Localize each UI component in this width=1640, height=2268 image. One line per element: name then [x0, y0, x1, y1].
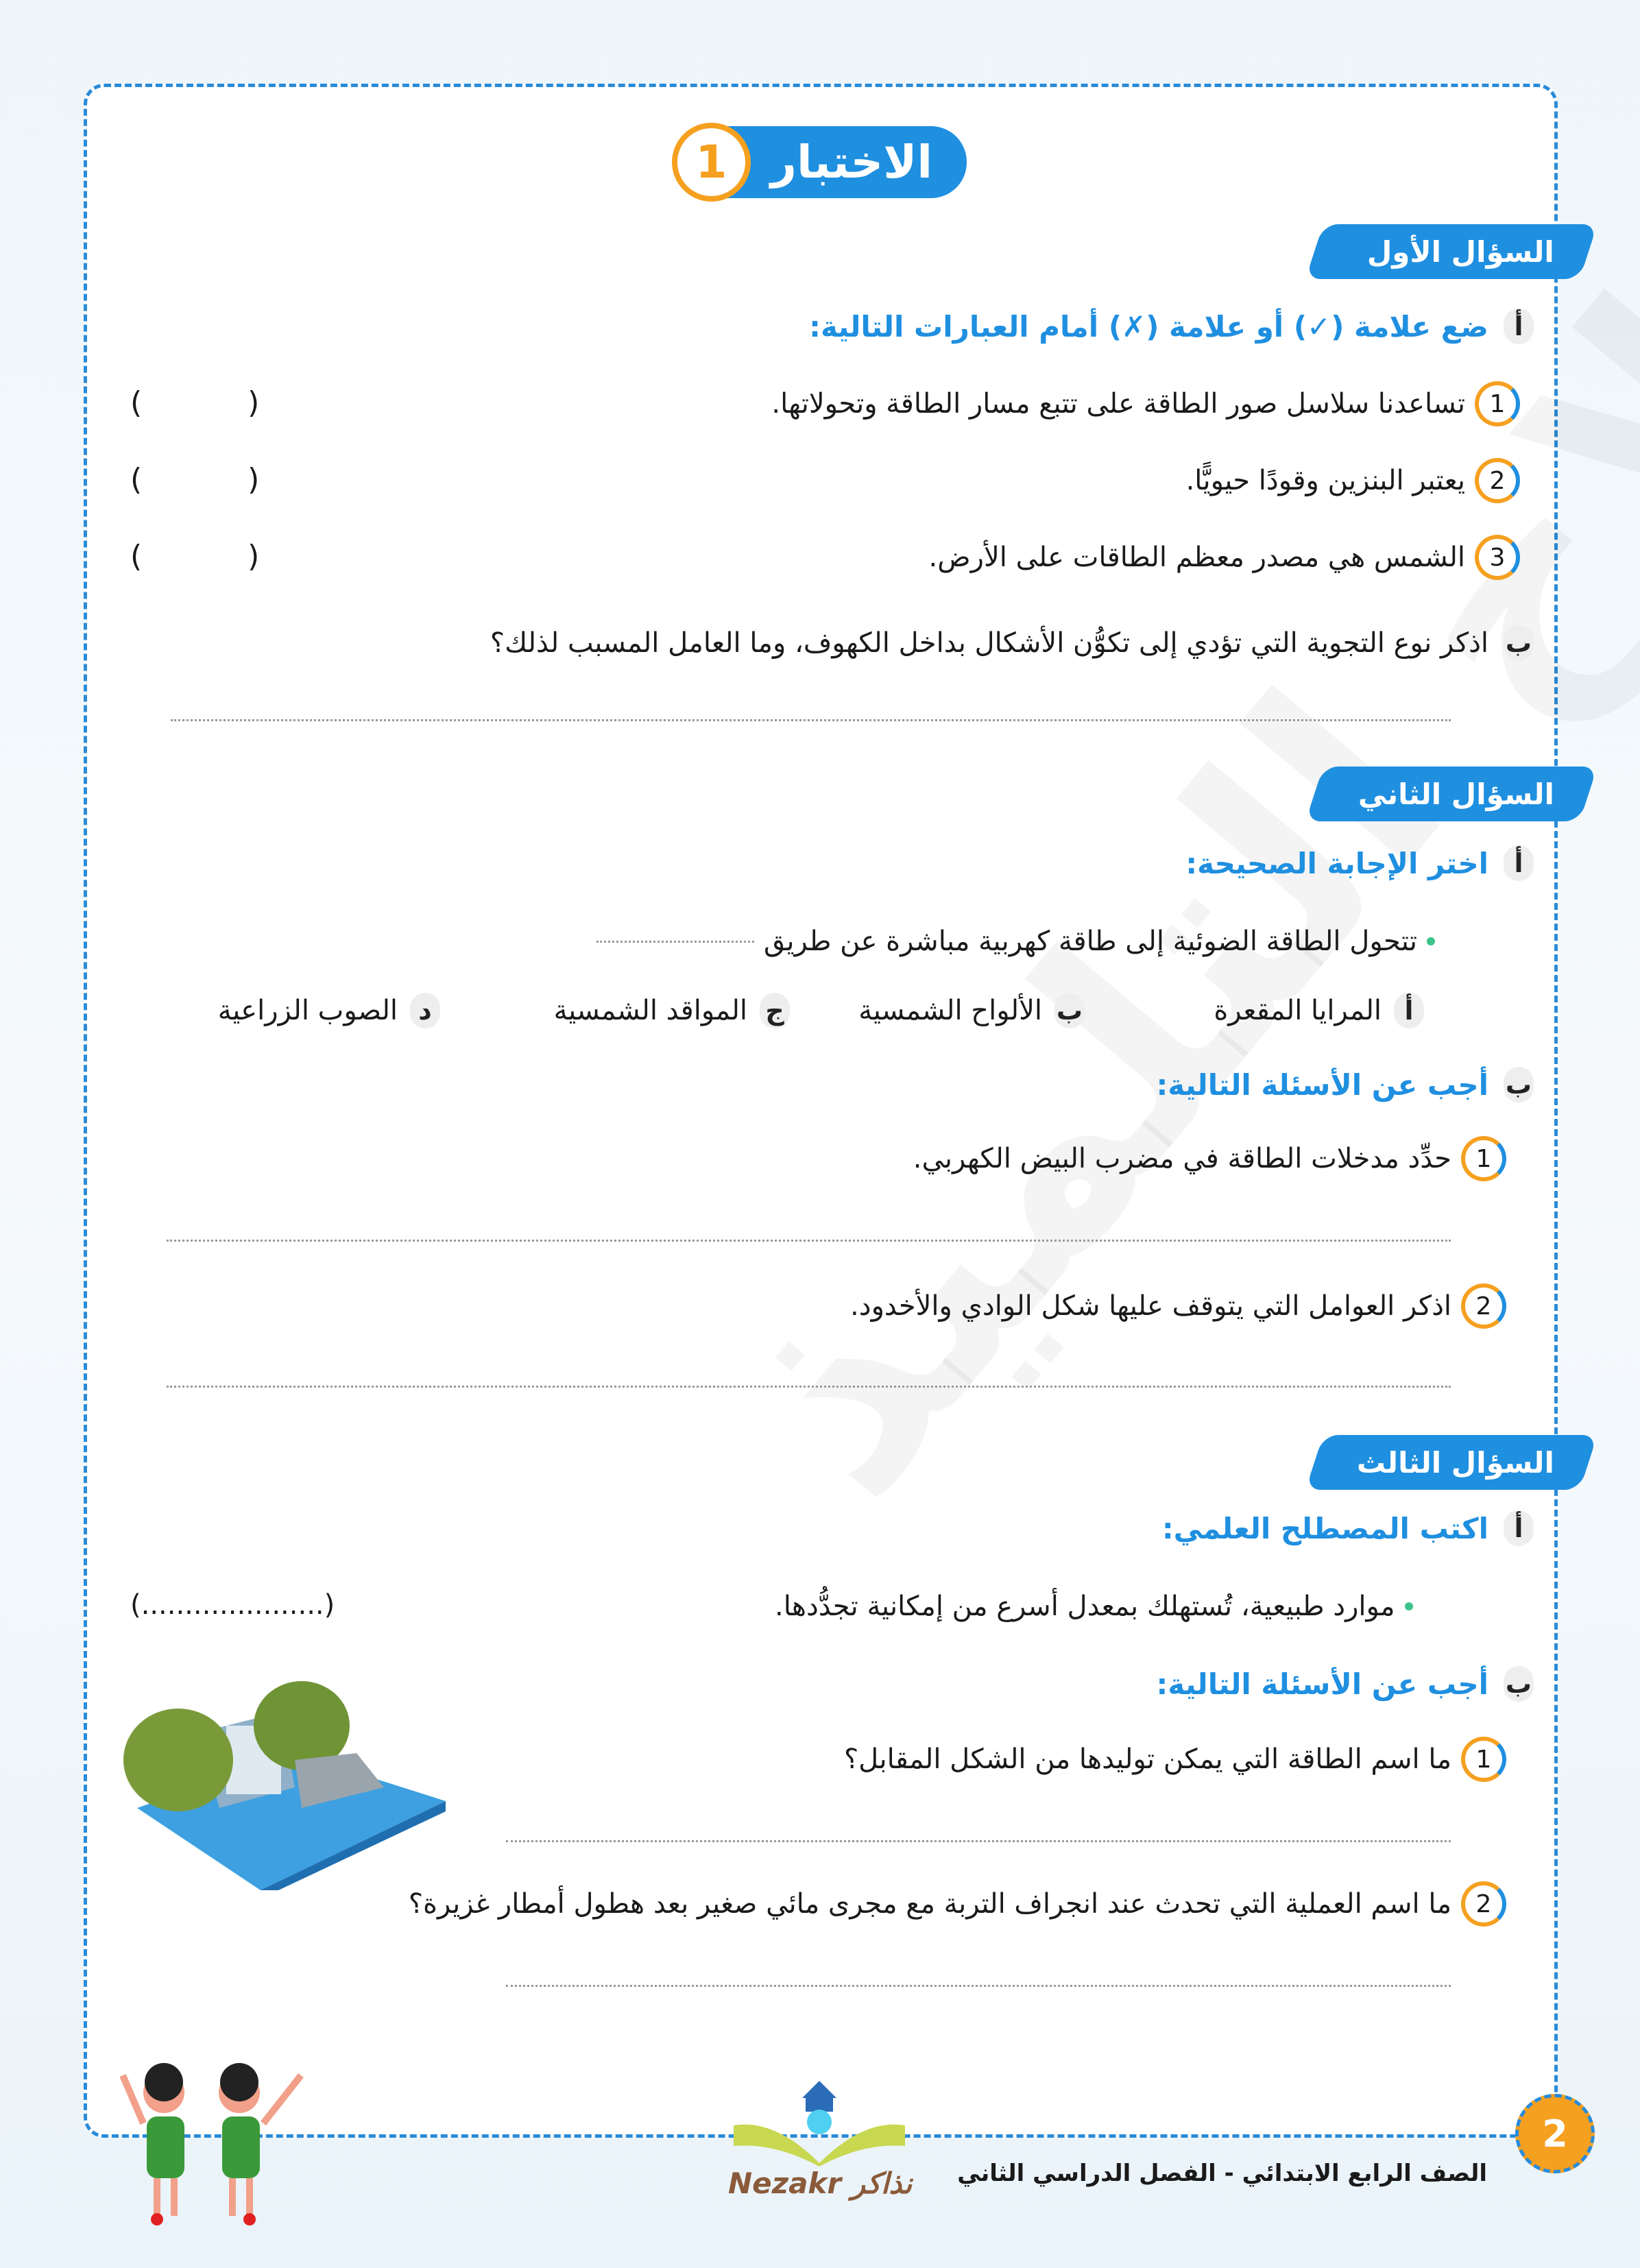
dam-illustration — [123, 1671, 453, 1890]
q3-part-a-heading: أ اكتب المصطلح العلمي: — [1162, 1510, 1534, 1546]
question-2-tab: السؤال الثاني — [1305, 767, 1597, 821]
answer-line[interactable] — [506, 1840, 1451, 1842]
number-badge: 1 — [1461, 1136, 1506, 1181]
number-badge: 3 — [1475, 535, 1520, 580]
blank-line[interactable] — [596, 941, 754, 943]
option-b[interactable]: ب الألواح الشمسية — [858, 993, 1085, 1028]
bullet-icon — [1427, 937, 1435, 945]
q3-item: 1 ما اسم الطاقة التي يمكن توليدها من الشكل المقابل؟ — [844, 1744, 1451, 1775]
q1-part-a-heading: أ ضع علامة (✓) أو علامة (✗) أمام العبارات التالية: — [809, 309, 1534, 344]
q3-part-b-heading: ب أجب عن الأسئلة التالية: — [1157, 1666, 1534, 1702]
bullet-icon — [1405, 1602, 1413, 1610]
q2-part-b-heading: ب أجب عن الأسئلة التالية: — [1157, 1067, 1534, 1102]
number-badge: 2 — [1461, 1283, 1506, 1329]
number-badge: 2 — [1461, 1881, 1506, 1927]
q2-item: 1 حدِّد مدخلات الطاقة في مضرب البيض الكهربي. — [913, 1143, 1451, 1174]
q1-item: 3 الشمس هي مصدر معظم الطاقات على الأرض. — [929, 542, 1465, 573]
letter-badge: أ — [1504, 1510, 1534, 1546]
answer-parentheses[interactable]: ( ) — [130, 385, 308, 420]
question-3-tab: السؤال الثالث — [1305, 1435, 1597, 1490]
nezakr-logo-icon — [720, 2077, 919, 2167]
number-badge: 1 — [1461, 1737, 1506, 1782]
answer-line[interactable] — [506, 1985, 1451, 1987]
q2-part-a-heading: أ اختر الإجابة الصحيحة: — [1185, 845, 1534, 881]
option-a[interactable]: أ المرايا المقعرة — [1214, 993, 1424, 1028]
test-title — [675, 126, 967, 198]
footer-grade-text: الصف الرابع الابتدائي - الفصل الدراسي الثاني — [957, 2160, 1487, 2187]
letter-badge: ب — [1504, 625, 1534, 661]
question-1-tab: السؤال الأول — [1305, 224, 1597, 279]
answer-parentheses[interactable]: ( ) — [130, 539, 308, 574]
test-title-label: الاختبار — [771, 136, 932, 189]
answer-line[interactable] — [167, 1240, 1451, 1242]
letter-badge: ب — [1504, 1666, 1534, 1702]
answer-line[interactable] — [171, 719, 1451, 721]
letter-badge: أ — [1504, 845, 1534, 881]
nezakr-logo-text: Nezakr نذاكر — [728, 2167, 913, 2200]
page-number: 2 — [1515, 2094, 1595, 2173]
answer-parentheses[interactable]: ( ) — [130, 462, 308, 497]
letter-badge: أ — [1504, 309, 1534, 344]
kids-illustration-icon — [116, 2062, 311, 2226]
test-number: 1 — [672, 123, 751, 202]
q3-item: 2 ما اسم العملية التي تحدث عند انجراف التربة مع مجرى مائي صغير بعد هطول أمطار غزيرة؟ — [409, 1888, 1451, 1920]
letter-badge: ب — [1504, 1067, 1534, 1102]
q1-item: 1 تساعدنا سلاسل صور الطاقة على تتبع مسار الطاقة وتحولاتها. — [771, 388, 1465, 420]
answer-line[interactable] — [167, 1386, 1451, 1388]
q2-stem-row: تتحول الطاقة الضوئية إلى طاقة كهربية مباشرة عن طريق — [596, 926, 1435, 957]
number-badge: 1 — [1475, 381, 1520, 426]
q1-item: 2 يعتبر البنزين وقودًا حيويًّا. — [1186, 465, 1465, 496]
option-c[interactable]: ج المواقد الشمسية — [554, 993, 790, 1028]
q1-part-b: ب اذكر نوع التجوية التي تؤدي إلى تكوُّن الأشكال بداخل الكهوف، وما العامل المسبب لذلك؟ — [490, 625, 1534, 661]
number-badge: 2 — [1475, 458, 1520, 503]
q3-term-row: موارد طبيعية، تُستهلك بمعدل أسرع من إمكانية تجدُّدها. — [775, 1591, 1413, 1622]
q2-item: 2 اذكر العوامل التي يتوقف عليها شكل الوادي والأخدود. — [850, 1290, 1451, 1322]
answer-parentheses[interactable]: (.....................) — [130, 1589, 335, 1621]
option-d[interactable]: د الصوب الزراعية — [218, 993, 440, 1028]
